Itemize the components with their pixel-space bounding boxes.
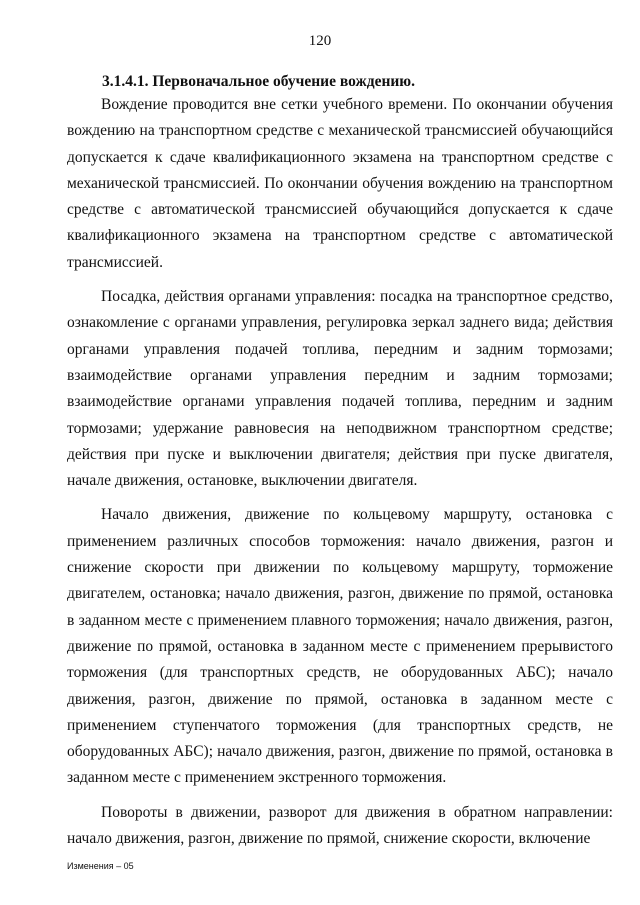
- footer-revision-note: Изменения – 05: [67, 861, 134, 871]
- paragraph-turns: Повороты в движении, разворот для движения в обратном направлении: начало движения, разгон, движение по прямой, снижение скорости, включение: [67, 803, 613, 848]
- paragraph-controls: Посадка, действия органами управления: посадка на транспортное средство, ознакомление с органами управления, регулировка зеркал заднего вида; действия органами управления подачей топлива, передним и задним тормозами; взаимодействие органами управления передним и задним тормозами; взаимодействие органами управления подачей топлива, передним и задним тормозами; удержание равновесия на неподвижном транспортном средстве; действия при пуске и выключении двигателя; действия при пуске двигателя, начале движения, остановке, выключении двигателя.: [67, 288, 613, 490]
- page-number: 120: [308, 33, 332, 49]
- paragraph-driving-schedule: Вождение проводится вне сетки учебного времени. По окончании обучения вождению на транспортном средстве с механической трансмиссией обучающийся допускается к сдаче квалификационного экзамена на транспортном средстве с механической трансмиссией. По окончании обучения вождению на транспортном средстве с автоматической трансмиссией обучающийся допускается к сдаче квалификационного экзамена на транспортном средстве с автоматической трансмиссией.: [67, 96, 613, 271]
- paragraph-braking: Начало движения, движение по кольцевому маршруту, остановка с применением различных способов торможения: начало движения, разгон и снижение скорости при движении по кольцевому маршруту, торможение двигателем, остановка; начало движения, разгон, движение по прямой, остановка в заданном месте с применением плавного торможения; начало движения, разгон, движение по прямой, остановка в заданном месте с применением прерывистого торможения (для транспортных средств, не оборудованных АБС); начало движения, разгон, движение по прямой, остановка в заданном месте с применением ступенчатого торможения (для транспортных средств, не оборудованных АБС); начало движения, разгон, движение по прямой, остановка в заданном месте с применением экстренного торможения.: [67, 506, 613, 787]
- body-text: [67, 92, 613, 860]
- section-heading: 3.1.4.1. Первоначальное обучение вождению.: [102, 73, 416, 90]
